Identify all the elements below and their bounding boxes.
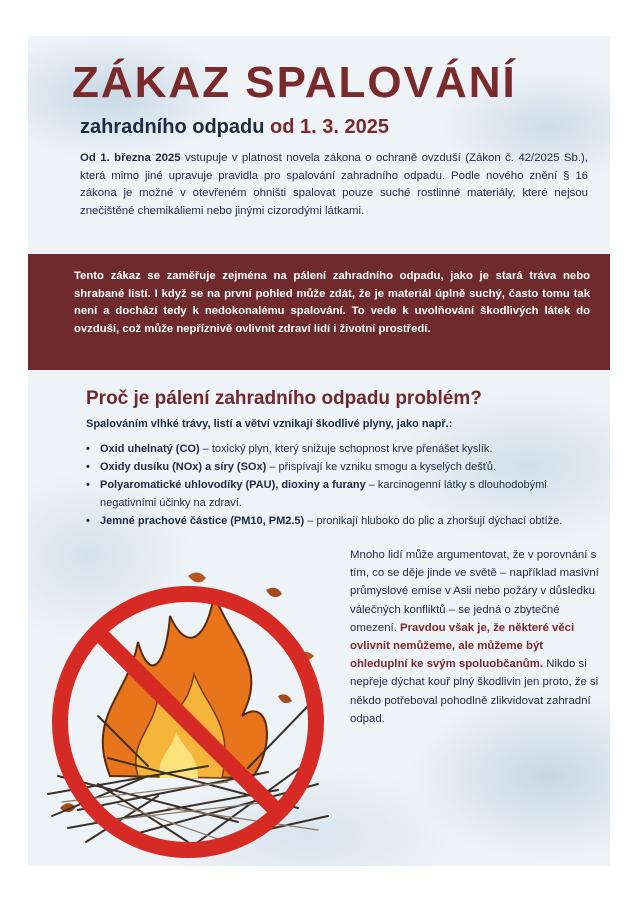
banner-text: Tento zákaz se zaměřuje zejména na pálení zahradního odpadu, jako je stará tráva nebo shrabané listí. I když se na první pohled může zdát, že je materiál úplně suchý, často tomu tak není a dochází tedy k nedokonalému spalování. To vede k uvolňování škodlivých látek do ovzduší, což může nepříznivě ovlivnit zdraví lidí i životní prostředí.	[74, 270, 590, 335]
leaflet-sheet	[28, 36, 610, 866]
leaf-icon	[188, 572, 206, 582]
pollutant-term: Polyaromatické uhlovodíky (PAU), dioxiny a furany	[100, 479, 366, 491]
list-item	[86, 476, 586, 512]
page-title: ZÁKAZ SPALOVÁNÍ	[72, 58, 517, 107]
intro-bold-lead: Od 1. března 2025	[80, 152, 181, 164]
pollutant-desc: – přispívají ke vzniku smogu a kyselých dešťů.	[266, 461, 497, 473]
argument-text-1: Mnoho lidí může argumentovat, že v porovnání s tím, co se děje jinde ve světě – například masivní průmyslové emise v Asii nebo požáry v důsledku válečných konfliktů – se jedná o zbytečné omezení.	[350, 549, 599, 634]
no-burning-icon	[38, 546, 338, 862]
pollutant-term: Jemné prachové částice (PM10, PM2.5)	[100, 515, 305, 527]
section-lead: Spalováním vlhké trávy, listí a větví vznikají škodlivé plyny, jako např.:	[86, 418, 453, 430]
pollutant-list	[86, 440, 586, 530]
list-item	[86, 458, 586, 476]
intro-text: vstupuje v platnost novela zákona o ochraně ovzduší (Zákon č. 42/2025 Sb.), která mimo jiné upravuje pravidla pro spalování zahradního odpadu. Podle nového znění § 16 zákona je možné v otevřeném ohništi spalovat pouze suché rostlinné materiály, které nejsou znečištěné chemikáliemi nebo jinými cizorodými látkami.	[80, 152, 588, 217]
warning-banner	[28, 254, 610, 370]
argument-paragraph	[350, 546, 600, 728]
intro-paragraph	[80, 150, 588, 220]
leaf-icon	[266, 588, 282, 597]
subtitle-text: zahradního odpadu	[80, 116, 265, 138]
pollutant-desc: – pronikají hluboko do plic a zhoršují dýchací obtíže.	[304, 515, 563, 527]
pollutant-desc: – karcinogenní látky s dlouhodobými negativními účinky na zdraví.	[100, 479, 547, 509]
subtitle-date: od 1. 3. 2025	[270, 116, 389, 138]
section-heading: Proč je pálení zahradního odpadu problém?	[86, 388, 482, 409]
list-item	[86, 440, 586, 458]
list-item	[86, 512, 586, 530]
argument-highlight: Pravdou však je, že některé věci ovlivnit nemůžeme, ale můžeme být ohleduplní ke svým spoluobčanům.	[350, 621, 575, 671]
leaf-icon	[278, 694, 292, 703]
pollutant-desc: – toxický plyn, který snižuje schopnost krve přenášet kyslík.	[199, 443, 493, 455]
pollutant-term: Oxid uhelnatý (CO)	[100, 443, 200, 455]
argument-text-2: Nikdo si nepřeje dýchat kouř plný škodlivin jen proto, že si někdo potřeboval pohodlně zlikvidovat zahradní odpad.	[350, 658, 599, 725]
pollutant-term: Oxidy dusíku (NOx) a síry (SOx)	[100, 461, 267, 473]
page-subtitle	[80, 116, 389, 139]
